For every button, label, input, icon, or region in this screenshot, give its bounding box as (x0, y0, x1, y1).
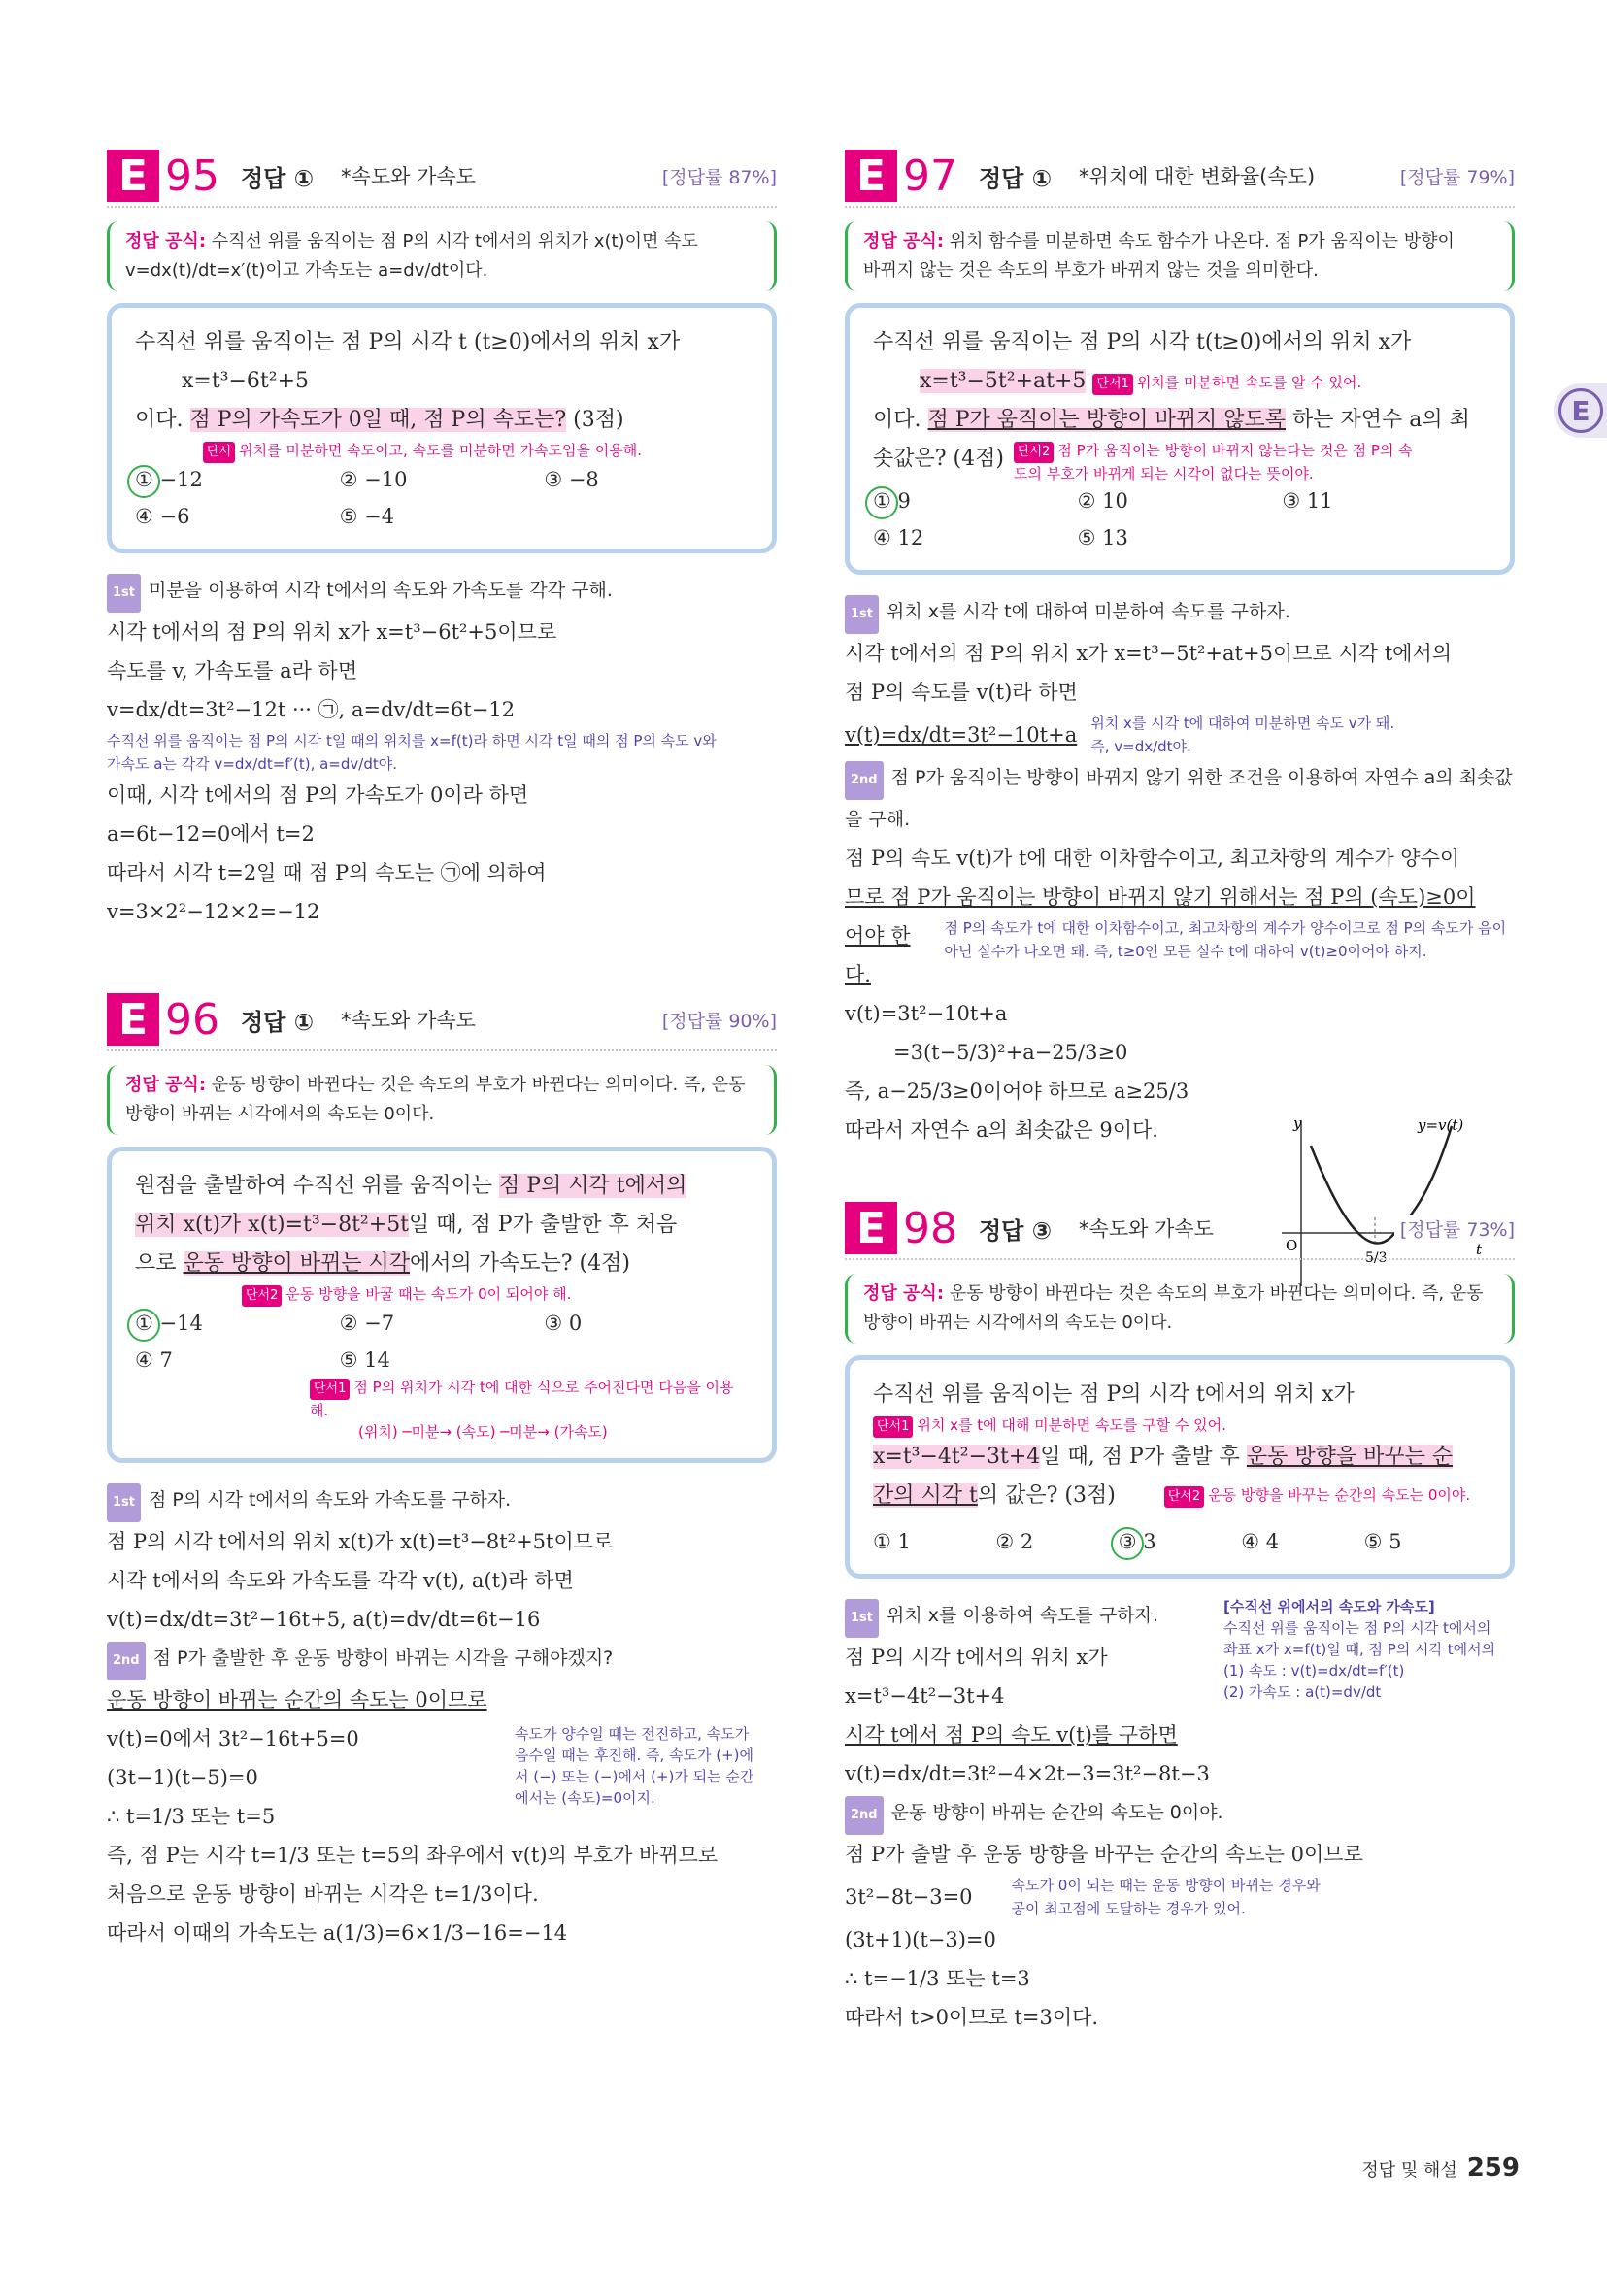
definition-line: 좌표 x가 x=f(t)일 때, 점 P의 시각 t에서의 (1223, 1641, 1496, 1658)
hint-tag: 단서1 (873, 1416, 913, 1438)
question-text: 수직선 위를 움직이는 점 P의 시각 t (t≥0)에서의 위치 x가 (135, 330, 681, 354)
hint (135, 1283, 749, 1307)
highlighted-text: 위치 x(t)가 x(t)=t³−8t²+5t (135, 1213, 410, 1237)
formula-text: v=dx(t)/dt=x′(t)이고 가속도는 a=dv/dt이다. (125, 260, 488, 281)
choice-1[interactable]: ① 9 (873, 484, 1078, 517)
y-axis-label: y (1293, 1116, 1302, 1132)
highlighted-text: 점 P의 시각 t에서의 (499, 1174, 687, 1198)
definition-line: (1) 속도 : v(t)=dx/dt=f′(t) (1223, 1662, 1405, 1680)
hint (873, 1414, 1487, 1438)
problem-number: 98 (903, 1203, 957, 1253)
page-number: 259 (1466, 2153, 1520, 2182)
solution-equation: v(t)=dx/dt=3t²−4×2t−3=3t²−8t−3 (845, 1762, 1210, 1785)
solution (107, 571, 777, 931)
choice-5[interactable]: ⑤ −4 (339, 505, 395, 528)
solution-line: 이때, 시각 t에서의 점 P의 가속도가 0이라 하면 (107, 783, 529, 807)
problem-code-badge: E (845, 150, 897, 202)
choices (873, 484, 1487, 554)
hint-tag: 단서1 (310, 1379, 350, 1400)
hint-text: 점 P의 위치가 시각 t에 대한 식으로 주어진다면 다음을 이용해. (310, 1379, 734, 1419)
solution-equation: v(t)=dx/dt=3t²−16t+5, a(t)=dv/dt=6t−16 (107, 1608, 541, 1631)
choice-2[interactable]: ② −7 (339, 1312, 395, 1335)
choice-3[interactable]: ③ 11 (1282, 489, 1333, 513)
solution-line: 점 P의 시각 t에서의 위치 x가 (845, 1646, 1108, 1669)
formula-text: 운동 방향이 바뀐다는 것은 속도의 부호가 바뀐다는 의미이다. 즉, 운동 (949, 1283, 1484, 1304)
answer-label: 정답 ① (979, 164, 1053, 192)
formula-text: 위치 함수를 미분하면 속도 함수가 나온다. 점 P가 움직이는 방향이 (949, 231, 1455, 251)
step-tag: 1st (107, 1483, 141, 1522)
hint-tag: 단서2 (1014, 442, 1054, 463)
question-text: 원점을 출발하여 수직선 위를 움직이는 (135, 1174, 499, 1198)
choice-4[interactable]: ④ 4 (1241, 1530, 1280, 1553)
answer-label: 정답 ① (241, 1008, 315, 1036)
choice-3[interactable]: ③ 3 (1119, 1525, 1241, 1558)
highlighted-text: 점 P의 가속도가 0일 때, 점 P의 속도는? (189, 408, 567, 432)
note: 즉, v=dx/dt야. (1090, 738, 1191, 755)
question-box (107, 1147, 777, 1463)
formula-text: 방향이 바뀌는 시각에서의 속도는 0이다. (125, 1104, 435, 1124)
hint-text: 점 P가 움직이는 방향이 바뀌지 않는다는 것은 점 P의 속도의 부호가 바뀌게 되는 시각이 없다는 뜻이야. (1013, 442, 1413, 482)
hint-tag: 단서2 (1164, 1486, 1204, 1508)
question-points: (3점) (566, 408, 624, 432)
question-text: 일 때, 점 P가 출발 후 (1040, 1445, 1247, 1469)
choice-5[interactable]: ⑤ 13 (1077, 526, 1128, 549)
choice-5[interactable]: ⑤ 14 (339, 1348, 390, 1372)
hint-text: 위치 x를 t에 대해 미분하면 속도를 구할 수 있어. (917, 1416, 1226, 1434)
hint-tag: 단서1 (1092, 374, 1132, 395)
question-text: 으로 (135, 1251, 184, 1276)
formula-text: 운동 방향이 바뀐다는 것은 속도의 부호가 바뀐다는 의미이다. 즉, 운동 (211, 1075, 746, 1095)
vertex-label: 5/3 (1365, 1250, 1388, 1266)
note: 점 P의 속도가 t에 대한 이차함수이고, 최고차항의 계수가 양수이므로 점 P의 속도가 음이 아닌 실수가 나오면 돼. 즉, t≥0인 모든 실수 t에 대하여 v(t)≥0이어야 하지. (944, 919, 1507, 960)
choice-4[interactable]: ④ 12 (873, 526, 924, 549)
step-tag: 2nd (107, 1642, 146, 1680)
hint-tag: 단서2 (242, 1285, 282, 1307)
left-column (107, 146, 777, 1991)
problem-code-badge: E (845, 1202, 897, 1254)
solution-equation: ∴ t=−1/3 또는 t=3 (845, 1967, 1030, 1990)
question-points: 솟값은? (4점) (873, 447, 1004, 471)
t-axis-label: t (1476, 1241, 1483, 1258)
choice-4[interactable]: ④ −6 (135, 505, 190, 528)
solution-equation: v(t)=0에서 3t²−16t+5=0 (107, 1727, 359, 1750)
answer-label: 정답 ③ (979, 1216, 1053, 1245)
formula-title: 정답 공식: (863, 231, 945, 251)
solution-line: 점 P가 출발 후 운동 방향을 바꾸는 순간의 속도는 0이므로 (845, 1843, 1363, 1866)
hint-flow: (위치) ─미분→ (속도) ─미분→ (가속도) (358, 1423, 608, 1441)
definition-line: 수직선 위를 움직이는 점 P의 시각 t에서의 (1223, 1619, 1491, 1637)
problem-header (845, 146, 1515, 208)
step-text: 점 P가 출발한 후 운동 방향이 바뀌는 시각을 구해야겠지? (152, 1647, 614, 1669)
choice-2[interactable]: ② 2 (995, 1530, 1034, 1553)
problem-96 (107, 989, 777, 1952)
choices (135, 463, 749, 533)
problem-header (845, 1198, 1515, 1260)
question-text: 에서의 가속도는? (4점) (410, 1251, 630, 1276)
hint-text: 운동 방향을 바꿀 때는 속도가 0이 되어야 해. (285, 1285, 572, 1303)
solution (107, 1481, 777, 1952)
solution-line: 시각 t에서의 속도와 가속도를 각각 v(t), a(t)라 하면 (107, 1569, 574, 1592)
solution-line: 즉, a−25/3≥0이어야 하므로 a≥25/3 (845, 1080, 1189, 1103)
solution-equation: v(t)=dx/dt=3t²−10t+a (845, 723, 1078, 747)
question-box (107, 303, 777, 553)
definition-box (1223, 1596, 1515, 1703)
question-points: 의 값은? (3점) (977, 1483, 1116, 1508)
hint (135, 440, 749, 463)
solution (845, 1596, 1515, 2037)
highlighted-equation: x=t³−5t²+at+5 (920, 369, 1087, 393)
highlighted-equation: x=t³−4t²−3t+4 (873, 1445, 1041, 1469)
highlighted-text: 운동 방향이 바뀌는 시각 (183, 1251, 411, 1276)
choice-3[interactable]: ③ 0 (544, 1312, 583, 1335)
problem-number: 96 (165, 994, 219, 1045)
choice-1[interactable]: ① −12 (135, 463, 340, 496)
solution-line: 므로 점 P가 움직이는 방향이 바뀌지 않기 위해서는 점 P의 (속도)≥0이 (845, 885, 1476, 909)
choice-1[interactable]: ① −14 (135, 1307, 340, 1340)
solution (845, 592, 1515, 1149)
formula-title: 정답 공식: (125, 1075, 207, 1095)
page-footer (1361, 2153, 1520, 2182)
formula-box (107, 221, 777, 291)
solution-equation: ∴ t=1/3 또는 t=5 (107, 1805, 276, 1828)
step-text: 점 P가 움직이는 방향이 바뀌지 않기 위한 조건을 이용하여 자연수 a의 최솟값을 구해. (845, 767, 1513, 830)
choices (135, 1307, 749, 1377)
chapter-tab[interactable] (1554, 383, 1607, 438)
question-text: 수직선 위를 움직이는 점 P의 시각 t에서의 위치 x가 (873, 1382, 1355, 1407)
solution-line: 운동 방향이 바뀌는 순간의 속도는 0이므로 (107, 1688, 487, 1712)
solution-equation: x=t³−4t²−3t+4 (845, 1684, 1005, 1708)
choice-2[interactable]: ② 10 (1077, 489, 1128, 513)
choice-3[interactable]: ③ −8 (544, 468, 599, 491)
step-tag: 1st (845, 1599, 879, 1638)
curve-label: y=v(t) (1418, 1116, 1464, 1134)
highlighted-text: 운동 방향을 바꾸는 순 (1246, 1445, 1454, 1469)
note: 속도가 양수일 때는 전진하고, 속도가 음수일 때는 후진해. 즉, 속도가 (+)에서 (−) 또는 (−)에서 (+)가 되는 순간에서는 (속도)=0이지. (515, 1725, 754, 1807)
solution-line: 속도를 v, 가속도를 a라 하면 (107, 659, 358, 682)
chapter-tab-letter: E (1558, 388, 1603, 433)
choice-2[interactable]: ② −10 (339, 468, 408, 491)
question-box (845, 1355, 1515, 1579)
correct-rate: [정답률 90%] (656, 1007, 777, 1033)
topic-label: *속도와 가속도 (341, 165, 476, 188)
formula-box (845, 221, 1515, 291)
formula-box (107, 1065, 777, 1135)
choices (873, 1525, 1487, 1558)
solution-line: 시각 t에서의 점 P의 위치 x가 x=t³−6t²+5이므로 (107, 620, 557, 644)
step-text: 위치 x를 이용하여 속도를 구하자. (887, 1605, 1159, 1626)
question-text: 일 때, 점 P가 출발한 후 처음 (409, 1213, 678, 1237)
topic-label: *위치에 대한 변화율(속도) (1079, 165, 1316, 188)
topic-label: *속도와 가속도 (341, 1009, 476, 1032)
correct-rate: [정답률 79%] (1394, 163, 1515, 189)
solution-equation: v=dx/dt=3t²−12t ··· ㉠, a=dv/dt=6t−12 (107, 698, 516, 721)
step-tag: 2nd (845, 1796, 884, 1835)
solution-line: 따라서 시각 t=2일 때 점 P의 속도는 ㉠에 의하여 (107, 861, 547, 884)
step-text: 위치 x를 시각 t에 대하여 미분하여 속도를 구하자. (887, 601, 1290, 622)
step-text: 미분을 이용하여 시각 t에서의 속도와 가속도를 각각 구해. (149, 580, 613, 601)
note: 속도가 0이 되는 때는 운동 방향이 바뀌는 경우와 공이 최고점에 도달하는 경우가 있어. (1011, 1877, 1321, 1917)
question-text: 수직선 위를 움직이는 점 P의 시각 t(t≥0)에서의 위치 x가 (873, 330, 1412, 354)
note: 수직선 위를 움직이는 점 P의 시각 t일 때의 위치를 x=f(t)라 하면 시각 t일 때의 점 P의 속도 v와 (107, 732, 717, 749)
solution-equation: v=3×2²−12×2=−12 (107, 900, 320, 923)
formula-box (845, 1274, 1515, 1344)
solution-equation: v(t)=3t²−10t+a (845, 1002, 1008, 1025)
solution-line: 어야 한다. (845, 924, 911, 986)
hint-tag: 단서 (203, 442, 235, 463)
step-text: 점 P의 시각 t에서의 속도와 가속도를 구하자. (149, 1489, 512, 1511)
solution-line: 처음으로 운동 방향이 바뀌는 시각은 t=1/3이다. (107, 1882, 539, 1906)
question-text: 이다. (135, 408, 190, 432)
highlighted-text: 점 P가 움직이는 방향이 바뀌지 않도록 (927, 408, 1287, 432)
solution-line: 점 P의 시각 t에서의 위치 x(t)가 x(t)=t³−8t²+5t이므로 (107, 1530, 614, 1553)
question-text: 하는 자연수 a의 최 (1286, 408, 1470, 432)
solution-equation: 3t²−8t−3=0 (845, 1885, 973, 1909)
hint (135, 1377, 749, 1421)
question-equation: x=t³−6t²+5 (182, 369, 310, 393)
step-tag: 1st (107, 574, 141, 613)
step-tag: 1st (845, 595, 879, 634)
solution-line: 시각 t에서의 점 P의 위치 x가 x=t³−5t²+at+5이므로 시각 t에서의 (845, 642, 1453, 665)
step-text: 운동 방향이 바뀌는 순간의 속도는 0이야. (890, 1802, 1223, 1823)
hint-text: 운동 방향을 바꾸는 순간의 속도는 0이야. (1208, 1486, 1471, 1504)
formula-title: 정답 공식: (863, 1283, 945, 1304)
question-box (845, 303, 1515, 575)
solution-equation: (3t−1)(t−5)=0 (107, 1766, 258, 1789)
hint-text: 위치를 미분하면 속도이고, 속도를 미분하면 가속도임을 이용해. (239, 442, 643, 459)
origin-label: O (1286, 1237, 1298, 1254)
definition-title: [수직선 위에서의 속도와 가속도] (1223, 1598, 1435, 1615)
formula-text: 수직선 위를 움직이는 점 P의 시각 t에서의 위치가 x(t)이면 속도 (211, 231, 698, 251)
problem-header (107, 146, 777, 208)
formula-title: 정답 공식: (125, 231, 207, 251)
answer-label: 정답 ① (241, 164, 315, 192)
problem-header (107, 989, 777, 1051)
highlighted-text: 간의 시각 t (873, 1483, 978, 1508)
problem-98 (845, 1198, 1515, 2037)
definition-line: (2) 가속도 : a(t)=dv/dt (1223, 1683, 1382, 1701)
solution-equation: =3(t−5/3)²+a−25/3≥0 (893, 1041, 1128, 1064)
solution-line: 시각 t에서 점 P의 속도 v(t)를 구하면 (845, 1723, 1178, 1747)
solution-line: 즉, 점 P는 시각 t=1/3 또는 t=5의 좌우에서 v(t)의 부호가 바뀌므로 (107, 1844, 719, 1867)
solution-equation: (3t+1)(t−3)=0 (845, 1928, 996, 1951)
problem-number: 97 (903, 150, 957, 201)
problem-code-badge: E (107, 993, 159, 1046)
solution-equation: a=6t−12=0에서 t=2 (107, 822, 315, 846)
hint-text: 위치를 미분하면 속도를 알 수 있어. (1136, 374, 1362, 391)
question-text: 이다. (873, 408, 928, 432)
right-column (845, 146, 1515, 2076)
solution-line: 점 P의 속도 v(t)가 t에 대한 이차함수이고, 최고차항의 계수가 양수이 (845, 847, 1460, 870)
choice-1[interactable]: ① 1 (873, 1530, 911, 1553)
formula-text: 방향이 바뀌는 시각에서의 속도는 0이다. (863, 1313, 1173, 1333)
note: 위치 x를 시각 t에 대하여 미분하면 속도 v가 돼. (1090, 715, 1395, 732)
formula-text: 바뀌지 않는 것은 속도의 부호가 바뀌지 않는 것을 의미한다. (863, 260, 1319, 281)
problem-95 (107, 146, 777, 931)
step-tag: 2nd (845, 761, 884, 800)
topic-label: *속도와 가속도 (1079, 1217, 1214, 1241)
solution-line: 점 P의 속도를 v(t)라 하면 (845, 681, 1078, 704)
note: 가속도 a는 각각 v=dx/dt=f′(t), a=dv/dt야. (107, 755, 397, 773)
solution-line: 따라서 t>0이므로 t=3이다. (845, 2006, 1099, 2029)
solution-equation: 따라서 이때의 가속도는 a(1/3)=6×1/3−16=−14 (107, 1921, 568, 1945)
footer-label: 정답 및 해설 (1361, 2160, 1457, 2180)
choice-4[interactable]: ④ 7 (135, 1348, 173, 1372)
correct-rate: [정답률 87%] (656, 163, 777, 189)
problem-code-badge: E (107, 150, 159, 202)
problem-number: 95 (165, 150, 219, 201)
solution-line: 따라서 자연수 a의 최솟값은 9이다. (845, 1118, 1158, 1142)
choice-5[interactable]: ⑤ 5 (1363, 1530, 1402, 1553)
correct-rate: [정답률 73%] (1394, 1215, 1515, 1242)
